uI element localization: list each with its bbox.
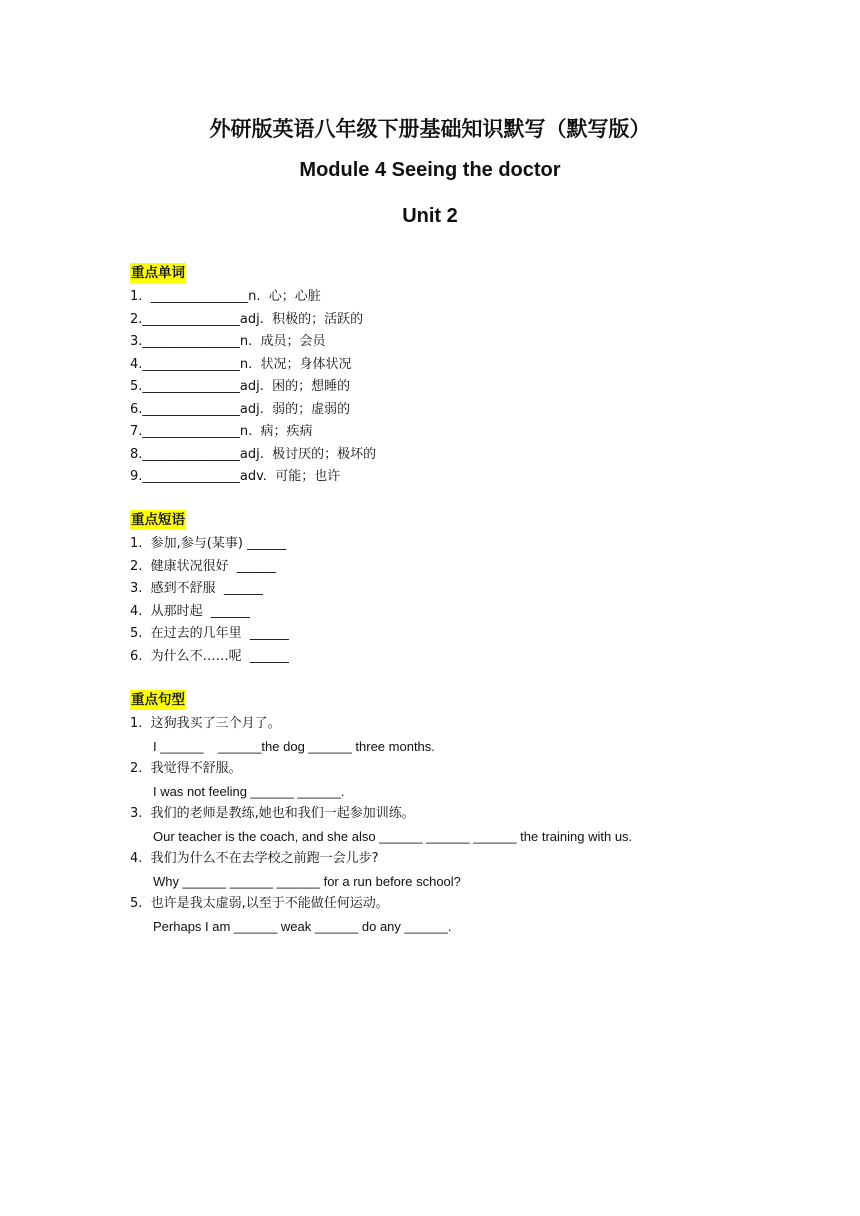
sentence-english: Our teacher is the coach, and she also ______ ______ ______ the training with us. <box>153 828 633 844</box>
vocabulary-item: 1. _______________n. 心；心脏 <box>130 289 321 304</box>
vocabulary-item: 7._______________n. 病；疾病 <box>130 424 313 439</box>
sentences-heading: 重点句型 <box>131 692 185 708</box>
vocabulary-item: 2._______________adj. 积极的；活跃的 <box>130 311 364 327</box>
sentence-english: Why ______ ______ ______ for a run before school? <box>153 873 461 889</box>
phrase-item: 6. 为什么不……呢 ______ <box>130 648 289 664</box>
vocabulary-heading: 重点单词 <box>131 265 185 281</box>
sentence-english: I ______ ______the dog ______ three months. <box>153 738 435 754</box>
module-title: Module 4 Seeing the doctor <box>299 159 561 181</box>
sentence-english: I was not feeling ______ ______. <box>153 783 345 799</box>
unit-title: Unit 2 <box>402 205 458 227</box>
phrase-item: 4. 从那时起 ______ <box>130 603 250 619</box>
vocabulary-item: 8._______________adj. 极讨厌的；极坏的 <box>130 446 377 462</box>
vocabulary-item: 4._______________n. 状况；身体状况 <box>130 356 352 372</box>
sentence-chinese: 5. 也许是我太虚弱,以至于不能做任何运动。 <box>130 896 389 911</box>
phrases-heading: 重点短语 <box>131 512 185 528</box>
document-title: 外研版英语八年级下册基础知识默写（默写版） <box>209 117 651 141</box>
vocabulary-list <box>130 286 810 489</box>
vocabulary-item: 6._______________adj. 弱的；虚弱的 <box>130 401 351 417</box>
phrase-item: 5. 在过去的几年里 ______ <box>130 626 289 641</box>
sentence-chinese: 4. 我们为什么不在去学校之前跑一会儿步? <box>130 851 379 866</box>
sentences-list <box>130 713 810 938</box>
vocabulary-item: 5._______________adj. 困的；想睡的 <box>130 379 351 394</box>
sentence-chinese: 3. 我们的老师是教练,她也和我们一起参加训练。 <box>130 806 415 821</box>
phrases-list <box>130 533 810 668</box>
phrase-item: 2. 健康状况很好 ______ <box>130 558 276 574</box>
phrase-item: 3. 感到不舒服 ______ <box>130 581 263 596</box>
sentence-chinese: 2. 我觉得不舒服。 <box>130 761 242 776</box>
sentence-chinese: 1. 这狗我买了三个月了。 <box>130 716 281 731</box>
vocabulary-section <box>130 262 810 489</box>
sentence-english: Perhaps I am ______ weak ______ do any ______. <box>153 918 452 934</box>
vocabulary-item: 3._______________n. 成员；会员 <box>130 334 326 349</box>
phrase-item: 1. 参加,参与(某事) ______ <box>130 536 287 551</box>
vocabulary-item: 9._______________adv. 可能；也许 <box>130 469 341 484</box>
phrases-section <box>130 509 810 668</box>
sentences-section <box>130 689 810 938</box>
